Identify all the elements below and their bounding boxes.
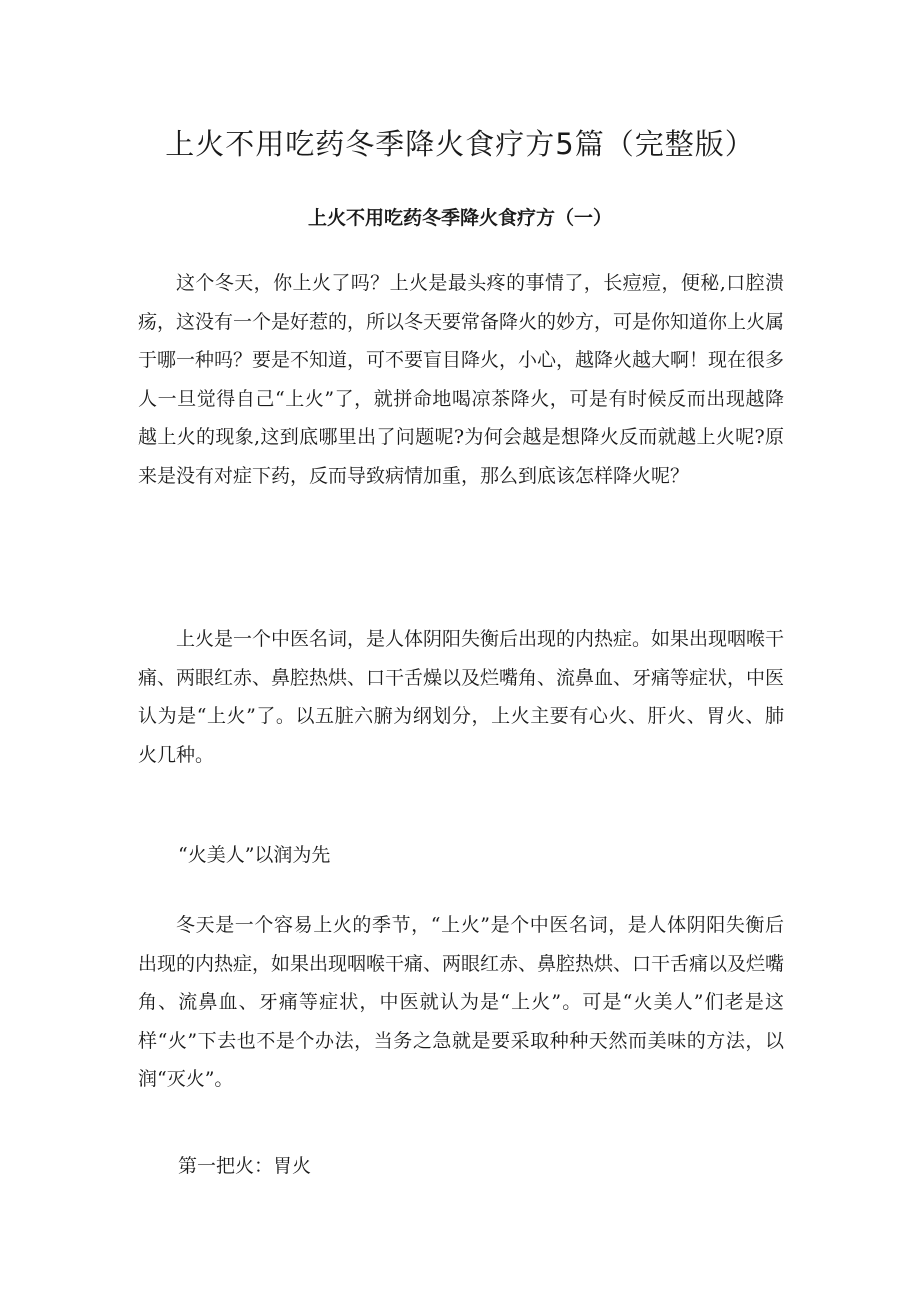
- paragraph-winter: 冬天是一个容易上火的季节，“上火”是个中医名词，是人体阴阳失衡后出现的内热症，如果出现咽喉干痛、两眼红赤、鼻腔热烘、口干舌痛以及烂嘴角、流鼻血、牙痛等症状，中医就认为是“上火”。可是“火美人”们老是这样“火”下去也不是个办法，当务之急就是要采取种种天然而美味的方法，以润“灭火”。: [138, 914, 785, 1090]
- paragraph-intro: 这个冬天，你上火了吗？上火是最头疼的事情了，长痘痘，便秘,口腔溃疡，这没有一个是好惹的，所以冬天要常备降火的妙方，可是你知道你上火属于哪一种吗？要是不知道，可不要盲目降火，小心，越降火越大啊！现在很多人一旦觉得自己“上火”了，就拼命地喝凉茶降火，可是有时候反而出现越降越上火的现象,这到底哪里出了问题呢?为何会越是想降火反而就越上火呢?原来是没有对症下药，反而导致病情加重，那么到底该怎样降火呢？: [138, 272, 785, 487]
- document-title: 上火不用吃药冬季降火食疗方5篇（完整版）: [165, 127, 755, 161]
- subheading-stomach-fire: 第一把火：胃火: [178, 1155, 312, 1177]
- paragraph-definition: 上火是一个中医名词，是人体阴阳失衡后出现的内热症。如果出现咽喉干痛、两眼红赤、鼻腔热烘、口干舌燥以及烂嘴角、流鼻血、牙痛等症状，中医认为是“上火”了。以五脏六腑为纲划分，上火主要有心火、肝火、胃火、肺火几种。: [138, 628, 785, 766]
- section-title: 上火不用吃药冬季降火食疗方（一）: [307, 207, 612, 229]
- subheading-huo-meiren: “火美人”以润为先: [178, 844, 331, 866]
